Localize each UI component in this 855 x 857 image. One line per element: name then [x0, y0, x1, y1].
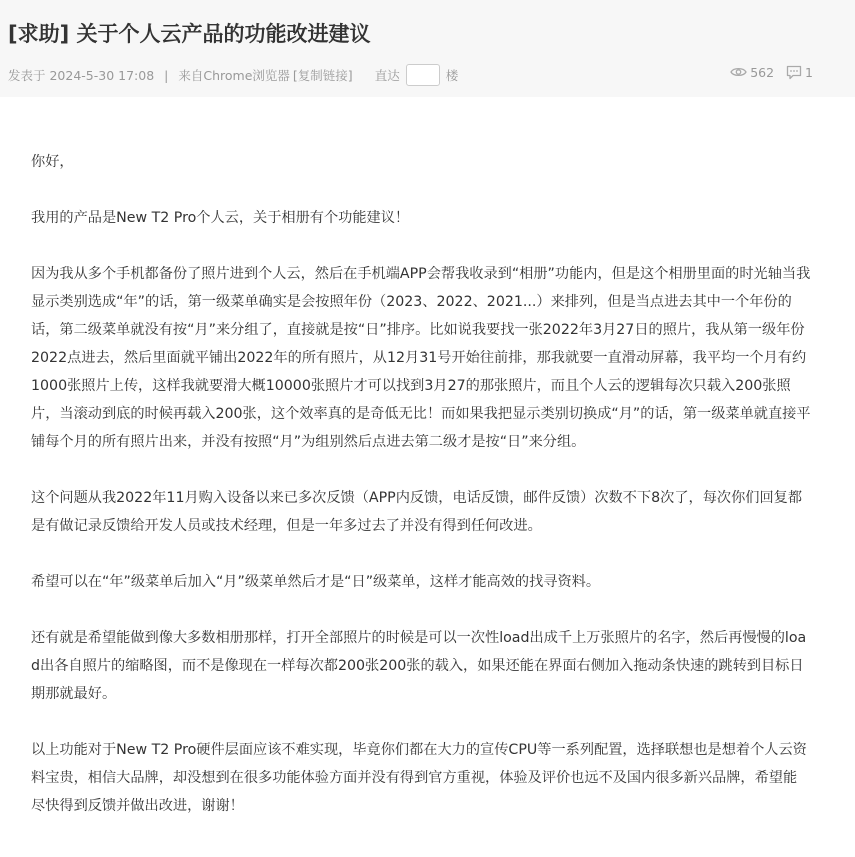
post-paragraph-feedback-history: 这个问题从我2022年11月购入设备以来已多次反馈（APP内反馈，电话反馈，邮件反馈）次数不下8次了，每次你们回复都是有做记录反馈给开发人员或技术经理，但是一年多过去了并没有得到任何改进。	[31, 490, 803, 534]
post-stats	[718, 62, 813, 82]
floor-number-input[interactable]	[406, 64, 440, 86]
post-title: [求助] 关于个人云产品的功能改进建议	[8, 22, 371, 46]
post-paragraph-request-month: 希望可以在“年”级菜单后加入“月”级菜单然后才是“日”级菜单，这样才能高效的找寻资料。	[31, 574, 601, 590]
comment-icon	[786, 65, 802, 80]
post-paragraph-greeting: 你好，	[31, 154, 74, 170]
goto-floor-label: 直达	[374, 68, 400, 83]
floor-label: 楼	[445, 68, 459, 83]
post-paragraph-request-loading: 还有就是希望能做到像大多数相册那样，打开全部照片的时候是可以一次性load出成千上万张照片的名字，然后再慢慢的load出各自照片的缩略图，而不是像现在一样每次都200张200张的载入，如果还能在界面右侧加入拖动条快速的跳转到目标日期那就最好。	[31, 630, 807, 702]
post-meta	[8, 62, 458, 88]
meta-separator: |	[164, 67, 169, 83]
post-date: 发表于 2024-5-30 17:08	[8, 68, 155, 83]
copy-link-button[interactable]: [复制链接]	[292, 68, 353, 83]
reply-count-value: 1	[805, 64, 813, 80]
post-paragraph-product: 我用的产品是New T2 Pro个人云，关于相册有个功能建议！	[31, 210, 410, 226]
reply-count	[786, 65, 813, 80]
view-count	[730, 65, 774, 80]
view-count-value: 562	[750, 64, 775, 80]
post-paragraph-closing: 以上功能对于New T2 Pro硬件层面应该不难实现，毕竟你们都在大力的宣传CPU等一系列配置，选择联想也是想着个人云资料宝贵，相信大品牌，却没想到在很多功能体验方面并没有得到官方重视，体验及评价也远不及国内很多新兴品牌，希望能尽快得到反馈并做出改进，谢谢！	[31, 742, 807, 814]
eye-icon	[730, 66, 747, 78]
post-paragraph-problem: 因为我从多个手机都备份了照片进到个人云，然后在手机端APP会帮我收录到“相册”功能内，但是这个相册里面的时光轴当我显示类别选成“年”的话，第一级菜单确实是会按照年份（2023、2022、2021...）来排列，但是当点进去其中一个年份的话，第二级菜单就没有按“月”来分组了，直接就是按“日”排序。比如说我要找一张2022年3月27日的照片，我从第一级年份2022点进去，然后里面就平铺出2022年的所有照片，从12月31号开始往前排，那我就要一直滑动屏幕，我平均一个月有约1000张照片上传，这样我就要滑大概10000张照片才可以找到3月27的那张照片，而且个人云的逻辑每次只载入200张照片，当滚动到底的时候再载入200张，这个效率真的是奇低无比！而如果我把显示类别切换成“月”的话，第一级菜单就直接平铺每个月的所有照片出来，并没有按照“月”为组别然后点进去第二级才是按“日”来分组。	[31, 266, 811, 450]
post-body	[31, 148, 811, 848]
post-source: 来自Chrome浏览器	[178, 68, 290, 83]
post-header	[0, 0, 855, 97]
